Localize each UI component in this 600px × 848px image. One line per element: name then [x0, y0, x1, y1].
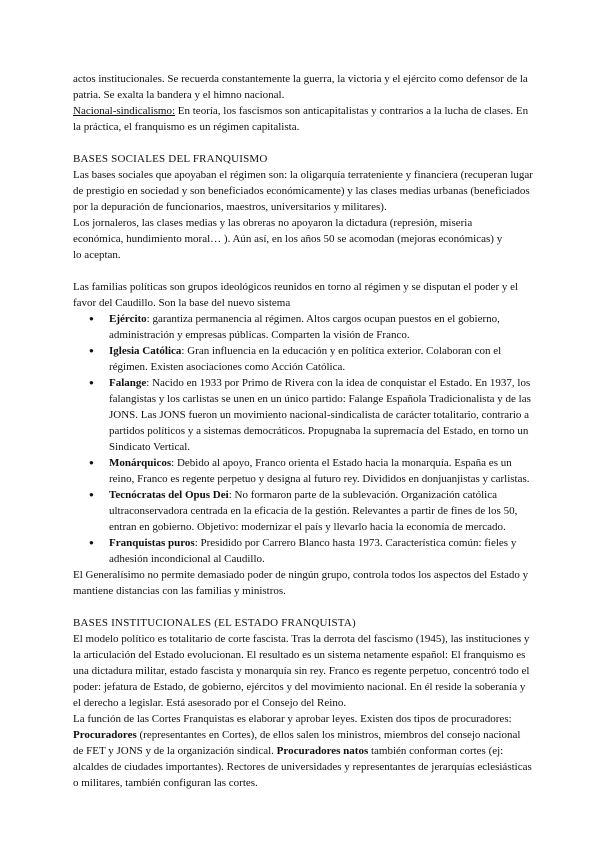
family-description: : No formaron parte de la sublevación. Organización católica ultraconservadora centrada en la eficacia de la gestión. Relevantes a partir de fines de los 50, entran en gobierno. Objetivo: modernizar el país y llevarlo hacia la economía de mercado.	[109, 489, 518, 533]
family-name: Falange	[109, 377, 147, 389]
list-item-tecnocratas	[109, 487, 533, 535]
document-body	[73, 71, 533, 791]
familias-politicas-paragraph: Las familias políticas son grupos ideológicos reunidos en torno al régimen y se disputan el poder y el favor del Caudillo. Son la base del nuevo sistema	[73, 281, 519, 309]
procuradores-term: Procuradores	[73, 729, 137, 741]
bases-sociales-paragraph-2: Los jornaleros, las clases medias y las obreras no apoyaron la dictadura (represión, miseria económica, hundimiento moral… ). Aún así, en los años 50 se acomodan (mejoras económicas) y lo aceptan.	[73, 217, 503, 261]
family-name: Monárquicos	[109, 457, 172, 469]
family-description: : Debido al apoyo, Franco orienta el Estado hacia la monarquía. España es un reino, Franco es regente perpetuo y designa al futuro rey. Divididos en donjuanjistas y carlistas.	[109, 457, 530, 485]
family-name: Franquistas puros	[109, 537, 195, 549]
family-description: : Presidido por Carrero Blanco hasta 1973. Característica común: fieles y adhesión incondicional al Caudillo.	[109, 537, 517, 565]
cortes-text-c: (representantes en Cortes), de ellos salen los ministros, miembros del consejo nacional de FET y JONS y de la organización sindical.	[73, 729, 521, 757]
family-description: : Nacido en 1933 por Primo de Rivera con la idea de conquistar el Estado. En 1937, los falangistas y los carlistas se unen en un único partido: Falange Española Tradicionalista y de las JONS. Las JONS fueron un movimiento nacional-sindicalista de carácter totalitario, contrario a partidos políticos y a sistemas democráticos. Propugnaba la supremacía del Estado, en torno un Sindicato Vertical.	[109, 377, 531, 453]
bases-sociales-paragraph-1: Las bases sociales que apoyaban el régimen son: la oligarquía terrateniente y financiera (recuperan lugar de prestigio en sociedad y son beneficiados económicamente) y las clases medias urbanas (beneficiados por la depuración de funcionarios, maestros, universitarios y militares).	[73, 169, 533, 213]
list-item-falange	[109, 375, 533, 455]
procuradores-natos-term: Procuradores natos	[276, 745, 369, 757]
section-heading-bases-sociales: BASES SOCIALES DEL FRANQUISMO	[73, 153, 268, 165]
modelo-politico-paragraph: El modelo político es totalitario de corte fascista. Tras la derrota del fascismo (1945), las instituciones y la articulación del Estado evolucionan. El resultado es un sistema netamente español: El franquismo es una dictadura militar, estado fascista y monarquía sin rey. Franco es regente perpetuo, concentró todo el poder: jefatura de Estado, de gobierno, ejércitos y del movimiento nacional. En él reside la soberanía y el derecho a legislar. Está asesorado por el Consejo del Reino.	[73, 633, 530, 709]
section-heading-bases-institucionales: BASES INSTITUCIONALES (EL ESTADO FRANQUISTA)	[73, 617, 356, 629]
cortes-text-d: también conforman cortes (ej: alcaldes de ciudades importantes). Rectores de universidades y representantes de jerarquías eclesiásticas o militares, también configuran las cortes.	[73, 745, 532, 789]
nacional-sindicalismo-text: En teoría, los fascismos son anticapitalistas y contrarios a la lucha de clases. En la práctica, el franquismo es un régimen capitalista.	[73, 105, 529, 133]
list-item-ejercito	[109, 311, 533, 343]
familias-list	[73, 311, 533, 567]
list-item-monarquicos	[109, 455, 533, 487]
list-item-iglesia	[109, 343, 533, 375]
family-description: : garantiza permanencia al régimen. Altos cargos ocupan puestos en el gobierno, administración y empresas públicas. Comparten la visión de Franco.	[109, 313, 500, 341]
intro-paragraph: actos institucionales. Se recuerda constantemente la guerra, la victoria y el ejército como defensor de la patria. Se exalta la bandera y el himno nacional.	[73, 73, 528, 101]
family-name: Tecnócratas del Opus Dei	[109, 489, 229, 501]
cortes-text-a: La función de las Cortes Franquistas es elaborar y aprobar leyes. Existen dos tipos de procuradores:	[73, 713, 512, 725]
family-description: : Gran influencia en la educación y en política exterior. Colaboran con el régimen. Existen asociaciones como Acción Católica.	[109, 345, 502, 373]
cortes-paragraph	[73, 711, 533, 791]
nacional-sindicalismo-label: Nacional-sindicalismo:	[73, 105, 176, 117]
family-name: Ejército	[109, 313, 147, 325]
list-item-franquistas-puros	[109, 535, 533, 567]
nacional-sindicalismo-paragraph	[73, 103, 533, 135]
generalisimo-paragraph: El Generalísimo no permite demasiado poder de ningún grupo, controla todos los aspectos del Estado y mantiene distancias con las familias y ministros.	[73, 569, 529, 597]
family-name: Iglesia Católica	[109, 345, 182, 357]
